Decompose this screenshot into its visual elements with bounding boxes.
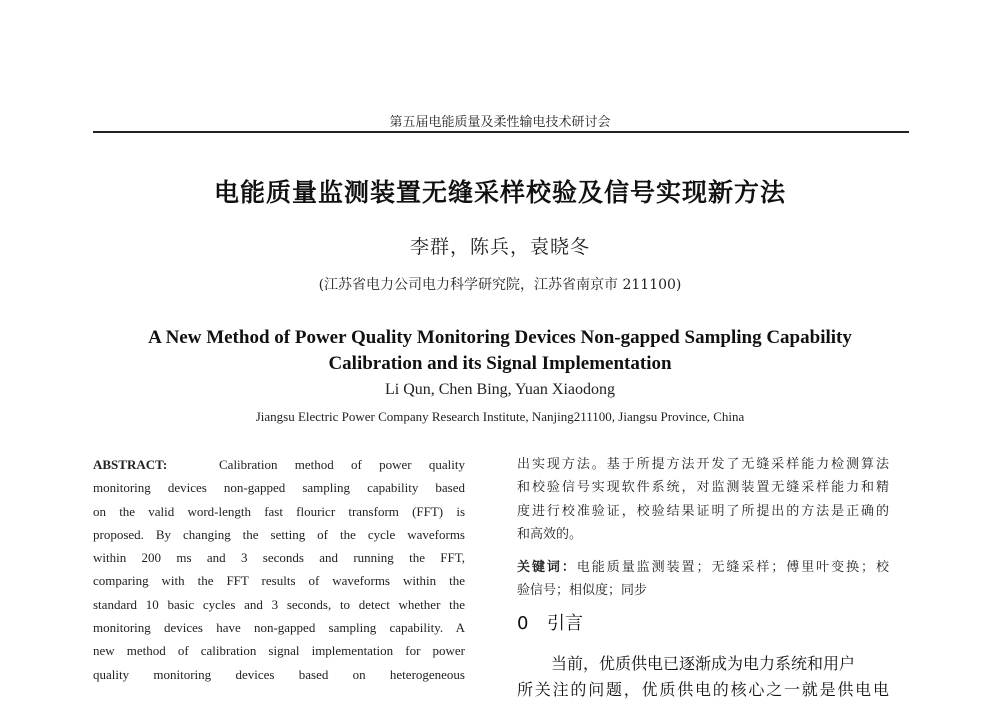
intro-line: 当前，优质供电已逐渐成为电力系统和用户 bbox=[551, 653, 856, 673]
abstract-line: monitoring devices have non-gapped sampling capability. A bbox=[93, 620, 465, 636]
abstract-cn-line: 和高效的。 bbox=[517, 526, 583, 542]
abstract-line: standard 10 basic cycles and 3 seconds, to detect whether the bbox=[93, 596, 465, 612]
abstract-line: new method of calibration signal implementation for power bbox=[93, 643, 465, 659]
section-number: 0 bbox=[517, 612, 529, 634]
conference-header: 第五届电能质量及柔性输电技术研讨会 bbox=[389, 115, 611, 130]
title-english-line-2: Calibration and its Signal Implementation bbox=[328, 353, 672, 374]
authors-chinese: 李群，陈兵，袁晓冬 bbox=[409, 236, 590, 258]
title-english-line-1: A New Method of Power Quality Monitoring Devices Non-gapped Sampling Capability bbox=[148, 327, 852, 348]
keywords-line-1: 关键词：电能质量监测装置；无缝采样；傅里叶变换；校 bbox=[517, 560, 889, 576]
abstract-label: ABSTRACT: bbox=[93, 457, 168, 472]
abstract-line: within 200 ms and 3 seconds and running the FFT, bbox=[93, 550, 465, 566]
keywords-label: 关键词： bbox=[517, 560, 577, 576]
abstract-line: quality monitoring devices based on heterogeneous bbox=[93, 666, 465, 682]
section-title: 引言 bbox=[547, 612, 583, 634]
title-chinese: 电能质量监测装置无缝采样校验及信号实现新方法 bbox=[213, 178, 786, 207]
section-heading bbox=[517, 611, 889, 637]
keywords-line-2: 验信号；相似度；同步 bbox=[517, 583, 648, 599]
abstract-line: monitoring devices non-gapped sampling capability based bbox=[93, 480, 465, 496]
abstract-line: comparing with the FFT results of waveforms within the bbox=[93, 573, 465, 589]
abstract-chinese bbox=[517, 453, 889, 546]
abstract-line: ABSTRACT: Calibration method of power quality bbox=[93, 457, 466, 472]
abstract-cn-line: 出实现方法。基于所提方法开发了无缝采样能力检测算法 bbox=[517, 457, 889, 472]
affiliation-english: Jiangsu Electric Power Company Research Institute, Nanjing211100, Jiangsu Province, China bbox=[255, 409, 745, 424]
abstract-line: on the valid word-length fast flouricr transform (FFT) is bbox=[93, 503, 465, 519]
title-english bbox=[100, 325, 900, 377]
abstract-english bbox=[93, 453, 465, 686]
header-rule bbox=[93, 131, 909, 133]
affiliation-chinese: (江苏省电力公司电力科学研究院，江苏省南京市 211100) bbox=[318, 277, 682, 293]
intro-line: 所关注的问题，优质供电的核心之一就是供电电 bbox=[517, 679, 889, 699]
abstract-cn-line: 和校验信号实现软件系统，对监测装置无缝采样能力和精 bbox=[517, 480, 889, 496]
right-column bbox=[517, 453, 889, 703]
abstract-line: proposed. By changing the setting of the cycle waveforms bbox=[93, 526, 465, 542]
abstract-cn-line: 度进行校准验证，校验结果证明了所提出的方法是正确的 bbox=[517, 503, 889, 519]
keywords bbox=[517, 556, 889, 603]
intro-paragraph bbox=[517, 651, 889, 703]
authors-english: Li Qun, Chen Bing, Yuan Xiaodong bbox=[384, 381, 616, 398]
